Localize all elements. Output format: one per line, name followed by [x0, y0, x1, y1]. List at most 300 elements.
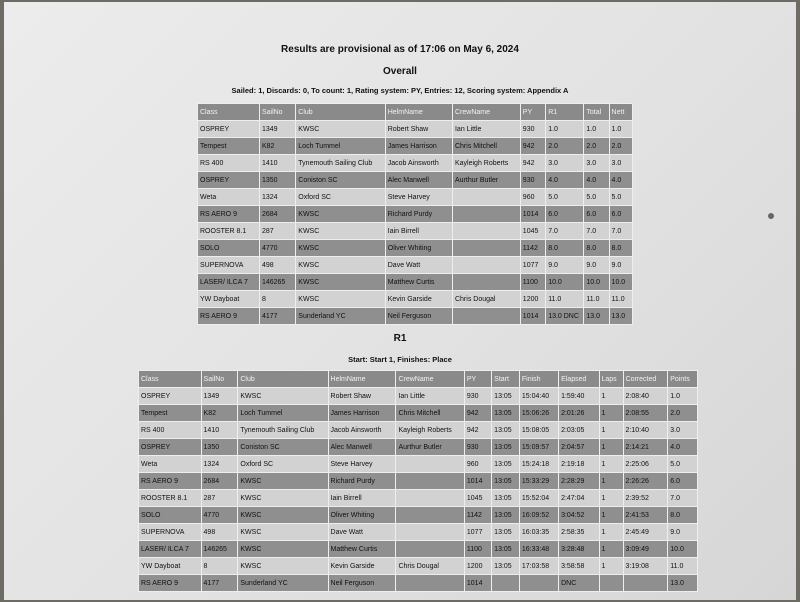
table-cell [452, 257, 520, 274]
table-cell: 1045 [520, 223, 545, 240]
table-cell: 3.0 [668, 422, 698, 439]
table-cell: 1014 [520, 206, 545, 223]
table-cell: 3:19:08 [623, 558, 668, 575]
table-cell: 3:28:48 [559, 541, 599, 558]
table-row [139, 456, 698, 473]
table-cell: 5.0 [584, 189, 609, 206]
table-cell: Aurthur Butler [396, 439, 464, 456]
column-header: Club [296, 104, 385, 121]
table-cell: 2684 [201, 473, 238, 490]
table-cell: 4770 [201, 507, 238, 524]
table-cell: 942 [520, 138, 545, 155]
column-header: Elapsed [559, 371, 599, 388]
table-cell: 1.0 [546, 121, 584, 138]
table-cell: ROOSTER 8.1 [198, 223, 260, 240]
table-cell: 11.0 [668, 558, 698, 575]
table-row [139, 422, 698, 439]
table-cell: 1200 [520, 291, 545, 308]
table-cell: 13.0 [609, 308, 632, 325]
table-cell: 930 [520, 172, 545, 189]
column-header: Total [584, 104, 609, 121]
table-cell: 1 [599, 507, 623, 524]
table-cell: 1324 [259, 189, 295, 206]
table-cell: 3.0 [546, 155, 584, 172]
table-cell: 2.0 [546, 138, 584, 155]
table-cell: 1 [599, 422, 623, 439]
table-cell: 1.0 [609, 121, 632, 138]
table-cell: 4177 [201, 575, 238, 592]
table-cell: 930 [464, 439, 491, 456]
column-header: CrewName [396, 371, 464, 388]
table-header-row [198, 104, 633, 121]
table-cell: 1 [599, 388, 623, 405]
table-cell: 15:52:04 [519, 490, 558, 507]
table-cell: Jacob Ainsworth [385, 155, 452, 172]
table-cell: Steve Harvey [328, 456, 396, 473]
table-cell: 2:47:04 [559, 490, 599, 507]
table-cell: Coniston SC [238, 439, 328, 456]
table-cell: 8 [201, 558, 238, 575]
table-cell: Dave Watt [328, 524, 396, 541]
table-cell: 930 [464, 388, 491, 405]
table-cell: 942 [464, 405, 491, 422]
table-cell: 7.0 [609, 223, 632, 240]
table-cell: 1 [599, 541, 623, 558]
overall-results-table [197, 103, 633, 325]
table-cell: RS AERO 9 [198, 308, 260, 325]
column-header: Finish [519, 371, 558, 388]
table-cell: YW Dayboat [139, 558, 202, 575]
table-cell: RS AERO 9 [139, 473, 202, 490]
table-cell [519, 575, 558, 592]
table-cell: KWSC [296, 223, 385, 240]
table-cell [599, 575, 623, 592]
table-cell: 4177 [259, 308, 295, 325]
table-cell: 2:03:05 [559, 422, 599, 439]
table-cell [396, 490, 464, 507]
table-row [198, 121, 633, 138]
table-cell: Aurthur Butler [452, 172, 520, 189]
table-cell: 2.0 [609, 138, 632, 155]
table-cell [623, 575, 668, 592]
column-header: HelmName [328, 371, 396, 388]
table-cell: 10.0 [609, 274, 632, 291]
table-cell: LASER/ ILCA 7 [139, 541, 202, 558]
table-cell: 8.0 [546, 240, 584, 257]
table-cell: 1:59:40 [559, 388, 599, 405]
table-cell: 16:03:35 [519, 524, 558, 541]
table-cell: 13:05 [492, 405, 520, 422]
table-cell: 15:08:05 [519, 422, 558, 439]
column-header: CrewName [452, 104, 520, 121]
table-cell [396, 524, 464, 541]
race-results-table [138, 370, 698, 592]
table-cell: 13:05 [492, 524, 520, 541]
table-cell: LASER/ ILCA 7 [198, 274, 260, 291]
table-cell: Chris Mitchell [396, 405, 464, 422]
table-cell: K82 [201, 405, 238, 422]
table-cell: 942 [464, 422, 491, 439]
paper-mark [768, 213, 774, 219]
table-cell: 8.0 [668, 507, 698, 524]
table-cell: Loch Tummel [238, 405, 328, 422]
column-header: Corrected [623, 371, 668, 388]
table-cell: 1410 [259, 155, 295, 172]
table-cell: 13:05 [492, 422, 520, 439]
table-cell: 13:05 [492, 388, 520, 405]
table-row [198, 155, 633, 172]
table-cell: 5.0 [609, 189, 632, 206]
table-cell: KWSC [238, 388, 328, 405]
table-cell: 1142 [464, 507, 491, 524]
table-cell: Oxford SC [238, 456, 328, 473]
table-cell: Richard Purdy [328, 473, 396, 490]
table-row [139, 507, 698, 524]
race-summary: Start: Start 1, Finishes: Place [348, 355, 452, 364]
table-cell: 2:14:21 [623, 439, 668, 456]
table-cell: 3.0 [584, 155, 609, 172]
column-header: Laps [599, 371, 623, 388]
table-cell: 13:05 [492, 473, 520, 490]
table-cell: Jacob Ainsworth [328, 422, 396, 439]
table-row [198, 138, 633, 155]
table-cell: 1100 [520, 274, 545, 291]
table-cell: 146265 [259, 274, 295, 291]
table-cell: SUPERNOVA [139, 524, 202, 541]
table-cell: 6.0 [609, 206, 632, 223]
table-cell: Chris Mitchell [452, 138, 520, 155]
table-cell: 6.0 [668, 473, 698, 490]
table-cell: 1014 [464, 473, 491, 490]
table-cell: 498 [201, 524, 238, 541]
table-cell: 2:28:29 [559, 473, 599, 490]
table-cell: 1.0 [668, 388, 698, 405]
table-cell [452, 240, 520, 257]
table-cell: 960 [464, 456, 491, 473]
table-cell: 1200 [464, 558, 491, 575]
table-cell: KWSC [238, 490, 328, 507]
table-cell: 3:04:52 [559, 507, 599, 524]
table-cell: RS AERO 9 [139, 575, 202, 592]
table-cell: SOLO [198, 240, 260, 257]
table-cell: 15:06:26 [519, 405, 558, 422]
table-row [198, 206, 633, 223]
column-header: SailNo [259, 104, 295, 121]
table-cell: Kevin Garside [328, 558, 396, 575]
table-row [198, 189, 633, 206]
table-cell: 8.0 [609, 240, 632, 257]
table-cell: OSPREY [139, 388, 202, 405]
overall-summary: Sailed: 1, Discards: 0, To count: 1, Rating system: PY, Entries: 12, Scoring system: Appendix A [231, 86, 569, 95]
table-cell: Tynemouth Sailing Club [238, 422, 328, 439]
table-cell: 1077 [464, 524, 491, 541]
table-cell: 17:03:58 [519, 558, 558, 575]
table-cell: Sunderland YC [296, 308, 385, 325]
table-cell: 15:33:29 [519, 473, 558, 490]
table-cell: 16:09:52 [519, 507, 558, 524]
table-cell: 7.0 [584, 223, 609, 240]
table-cell: 1324 [201, 456, 238, 473]
table-cell: 1 [599, 524, 623, 541]
table-cell: KWSC [238, 524, 328, 541]
table-cell: 2:19:18 [559, 456, 599, 473]
table-cell: 1410 [201, 422, 238, 439]
table-cell [492, 575, 520, 592]
table-cell: KWSC [296, 291, 385, 308]
table-cell: KWSC [238, 473, 328, 490]
race-heading: R1 [393, 333, 407, 344]
table-cell: SUPERNOVA [198, 257, 260, 274]
table-row [198, 257, 633, 274]
table-row [198, 172, 633, 189]
table-cell [396, 473, 464, 490]
table-cell: 8 [259, 291, 295, 308]
table-row [139, 575, 698, 592]
table-cell [396, 541, 464, 558]
table-cell: 4.0 [546, 172, 584, 189]
column-header: Points [668, 371, 698, 388]
table-cell: 11.0 [584, 291, 609, 308]
table-cell: 1 [599, 439, 623, 456]
table-cell: 1349 [201, 388, 238, 405]
table-cell: 3:58:58 [559, 558, 599, 575]
table-cell: 10.0 [546, 274, 584, 291]
column-header: Start [492, 371, 520, 388]
table-row [198, 240, 633, 257]
table-cell: James Harrison [385, 138, 452, 155]
table-cell: 1 [599, 490, 623, 507]
table-cell: OSPREY [198, 121, 260, 138]
table-row [139, 524, 698, 541]
table-cell: 2684 [259, 206, 295, 223]
table-cell: 7.0 [668, 490, 698, 507]
table-cell: 11.0 [609, 291, 632, 308]
table-cell: Tempest [198, 138, 260, 155]
table-cell: 10.0 [668, 541, 698, 558]
table-cell: 146265 [201, 541, 238, 558]
column-header: Club [238, 371, 328, 388]
table-cell: Robert Shaw [328, 388, 396, 405]
table-cell: Ian Little [452, 121, 520, 138]
table-cell: Chris Dougal [396, 558, 464, 575]
table-cell: 4.0 [584, 172, 609, 189]
table-cell: 2:08:55 [623, 405, 668, 422]
table-row [198, 308, 633, 325]
table-cell: 1.0 [584, 121, 609, 138]
table-cell: 2:45:49 [623, 524, 668, 541]
table-cell: Alec Manwell [385, 172, 452, 189]
table-cell: 15:24:18 [519, 456, 558, 473]
table-cell: Weta [139, 456, 202, 473]
table-cell: Robert Shaw [385, 121, 452, 138]
table-cell: 6.0 [546, 206, 584, 223]
table-row [139, 439, 698, 456]
column-header: HelmName [385, 104, 452, 121]
table-cell [396, 456, 464, 473]
table-cell: 287 [201, 490, 238, 507]
table-cell: 287 [259, 223, 295, 240]
table-cell [396, 575, 464, 592]
table-cell: RS 400 [139, 422, 202, 439]
table-cell: Oxford SC [296, 189, 385, 206]
table-cell: 13:05 [492, 541, 520, 558]
table-cell: 9.0 [546, 257, 584, 274]
table-cell: Tynemouth Sailing Club [296, 155, 385, 172]
table-cell: 2:58:35 [559, 524, 599, 541]
table-cell: Iain Birrell [328, 490, 396, 507]
table-cell: 1077 [520, 257, 545, 274]
table-cell: 5.0 [546, 189, 584, 206]
table-cell: 2:01:26 [559, 405, 599, 422]
table-cell: Dave Watt [385, 257, 452, 274]
table-cell: 13:05 [492, 558, 520, 575]
table-cell: Matthew Curtis [328, 541, 396, 558]
table-cell: KWSC [238, 541, 328, 558]
table-cell: Neil Ferguson [385, 308, 452, 325]
table-cell: RS AERO 9 [198, 206, 260, 223]
table-cell: 13:05 [492, 507, 520, 524]
table-cell: 1 [599, 558, 623, 575]
table-row [198, 274, 633, 291]
table-cell [452, 189, 520, 206]
table-cell: 2.0 [584, 138, 609, 155]
table-cell: 942 [520, 155, 545, 172]
table-cell: OSPREY [198, 172, 260, 189]
table-cell: 9.0 [609, 257, 632, 274]
table-cell: 2:25:06 [623, 456, 668, 473]
table-cell: Oliver Whiting [328, 507, 396, 524]
table-cell: 6.0 [584, 206, 609, 223]
provisional-notice: Results are provisional as of 17:06 on May 6, 2024 [281, 44, 519, 55]
table-cell: Coniston SC [296, 172, 385, 189]
table-cell: 3.0 [609, 155, 632, 172]
table-cell: Kevin Garside [385, 291, 452, 308]
table-cell: Kayleigh Roberts [396, 422, 464, 439]
table-cell: OSPREY [139, 439, 202, 456]
table-cell: 9.0 [584, 257, 609, 274]
table-cell: 1014 [464, 575, 491, 592]
table-cell: 13.0 DNC [546, 308, 584, 325]
table-cell: KWSC [238, 507, 328, 524]
table-cell: Loch Tummel [296, 138, 385, 155]
table-cell: KWSC [296, 206, 385, 223]
table-row [139, 405, 698, 422]
table-cell: 2.0 [668, 405, 698, 422]
table-cell: James Harrison [328, 405, 396, 422]
table-cell: KWSC [296, 240, 385, 257]
column-header: R1 [546, 104, 584, 121]
table-cell: 2:10:40 [623, 422, 668, 439]
table-cell: YW Dayboat [198, 291, 260, 308]
table-cell: Chris Dougal [452, 291, 520, 308]
column-header: SailNo [201, 371, 238, 388]
table-row [139, 541, 698, 558]
table-cell: 1 [599, 405, 623, 422]
table-row [139, 388, 698, 405]
table-cell: 1350 [201, 439, 238, 456]
table-cell: 1045 [464, 490, 491, 507]
table-cell: 960 [520, 189, 545, 206]
table-cell: Matthew Curtis [385, 274, 452, 291]
table-cell: 15:09:57 [519, 439, 558, 456]
table-cell: 1100 [464, 541, 491, 558]
table-cell: 1014 [520, 308, 545, 325]
table-cell [452, 274, 520, 291]
table-cell: 7.0 [546, 223, 584, 240]
table-cell: SOLO [139, 507, 202, 524]
table-cell: 2:41:53 [623, 507, 668, 524]
table-cell: Iain Birrell [385, 223, 452, 240]
table-cell [452, 308, 520, 325]
table-cell: KWSC [296, 121, 385, 138]
column-header: Nett [609, 104, 632, 121]
table-cell: 10.0 [584, 274, 609, 291]
table-cell: 15:04:40 [519, 388, 558, 405]
table-header-row [139, 371, 698, 388]
table-cell: Richard Purdy [385, 206, 452, 223]
table-cell: Steve Harvey [385, 189, 452, 206]
table-cell: Oliver Whiting [385, 240, 452, 257]
table-cell: 2:39:52 [623, 490, 668, 507]
table-cell: 1 [599, 456, 623, 473]
table-cell: 11.0 [546, 291, 584, 308]
table-cell: 13:05 [492, 439, 520, 456]
column-header: Class [139, 371, 202, 388]
table-cell: RS 400 [198, 155, 260, 172]
table-cell: 13.0 [584, 308, 609, 325]
table-cell: KWSC [296, 274, 385, 291]
table-cell: 13:05 [492, 490, 520, 507]
table-cell [396, 507, 464, 524]
table-cell: KWSC [296, 257, 385, 274]
table-row [139, 473, 698, 490]
table-cell: Tempest [139, 405, 202, 422]
table-row [139, 558, 698, 575]
table-cell: 4.0 [609, 172, 632, 189]
table-cell: Kayleigh Roberts [452, 155, 520, 172]
table-cell: Neil Ferguson [328, 575, 396, 592]
table-cell: 13.0 [668, 575, 698, 592]
table-cell: 1349 [259, 121, 295, 138]
table-cell: 3:09:49 [623, 541, 668, 558]
table-cell: 8.0 [584, 240, 609, 257]
table-cell: 1142 [520, 240, 545, 257]
table-row [198, 291, 633, 308]
table-cell: Weta [198, 189, 260, 206]
table-row [139, 490, 698, 507]
overall-heading: Overall [383, 66, 417, 77]
column-header: PY [520, 104, 545, 121]
table-cell: 498 [259, 257, 295, 274]
table-cell: DNC [559, 575, 599, 592]
table-cell: ROOSTER 8.1 [139, 490, 202, 507]
table-cell: 930 [520, 121, 545, 138]
table-cell: K82 [259, 138, 295, 155]
table-cell: 2:26:26 [623, 473, 668, 490]
table-cell: 5.0 [668, 456, 698, 473]
table-cell: 9.0 [668, 524, 698, 541]
table-cell: KWSC [238, 558, 328, 575]
table-cell: 13:05 [492, 456, 520, 473]
table-cell [452, 223, 520, 240]
table-cell: 16:33:48 [519, 541, 558, 558]
table-cell: 1 [599, 473, 623, 490]
table-cell: 4.0 [668, 439, 698, 456]
column-header: Class [198, 104, 260, 121]
column-header: PY [464, 371, 491, 388]
table-cell [452, 206, 520, 223]
table-cell: 1350 [259, 172, 295, 189]
